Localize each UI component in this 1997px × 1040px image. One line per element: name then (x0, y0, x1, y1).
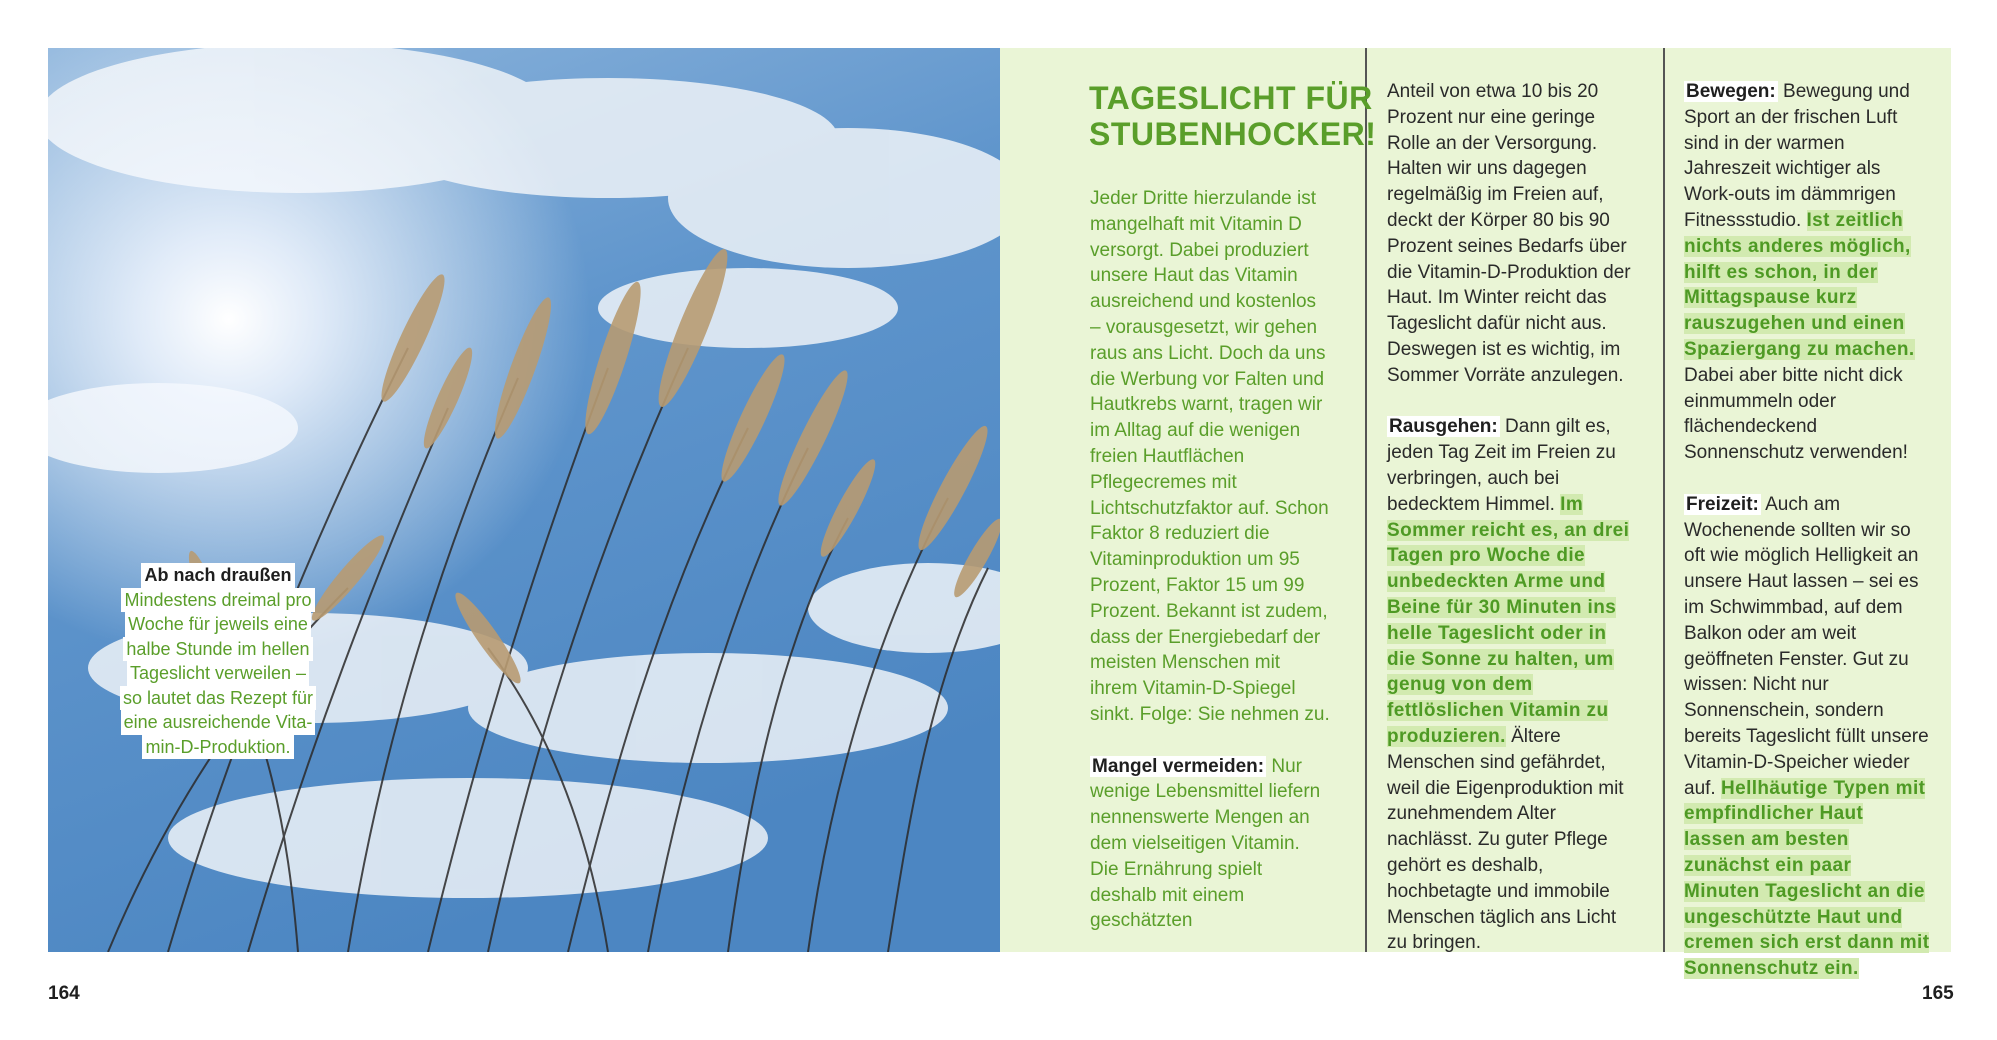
caption-line: Woche für jeweils eine (125, 612, 311, 637)
text-column-3 (1684, 79, 1930, 982)
caption-line: so lautet das Rezept für (120, 686, 316, 711)
grass-photo-illustration (48, 48, 1000, 952)
page-number-right: 165 (1922, 983, 1954, 1004)
highlight-text: Ist zeitlich nichts anderes möglich, hilft es schon, in der Mittagspause kurz rauszugehen und einen Spaziergang zu machen. (1684, 209, 1915, 360)
rausgehen-label: Rausgehen: (1389, 416, 1498, 438)
freizeit-paragraph: Freizeit: Auch am Wochenende sollten wir so oft wie möglich Helligkeit an unsere Haut lassen – sei es im Schwimmbad, auf dem Balkon oder am weit geöffneten Fenster. Gut zu wissen: Nicht nur Sonnenschein, sondern bereits Tageslicht füllt unsere Vitamin-D-Speicher wieder auf. Hellhäutige Typen mit empfindlicher Haut lassen am besten zunächst ein paar Minuten Tageslicht an die ungeschützte Haut und cremen sich erst dann mit Sonnenschutz ein. (1684, 493, 1930, 980)
column-divider (1663, 48, 1665, 952)
caption-line: min-D-Produktion. (142, 735, 293, 760)
photo-caption (108, 563, 328, 759)
caption-heading: Ab nach draußen (141, 563, 294, 588)
text-column-1 (1090, 186, 1330, 934)
bewegen-paragraph: Bewegen: Bewegung und Sport an der frischen Luft sind in der warmen Jahreszeit wichtiger als Work-outs im dämmrigen Fitnessstudio. Ist zeitlich nichts anderes möglich, hilft es schon, in der Mittagspause kurz rauszugehen und einen Spaziergang zu machen. Dabei aber bitte nicht dick einmummeln oder flächendeckend Sonnenschutz verwenden! (1684, 81, 1915, 464)
article-title: TAGESLICHT FÜR STUBENHOCKER! (1089, 80, 1377, 152)
highlight-text: Im Sommer reicht es, an drei Tagen pro Woche die unbedeckten Arme und Beine für 30 Minuten ins helle Tageslicht oder in die Sonne zu halten, um genug von dem fettlöslichen Vitamin zu produzieren. (1387, 493, 1630, 747)
mangel-paragraph: Mangel vermeiden: Nur wenige Lebensmittel liefern nennenswerte Mengen an dem vielseitigen Vitamin. Die Ernährung spielt deshalb mit einem geschätzten (1090, 755, 1321, 932)
highlight-text: Hellhäutige Typen mit empfindlicher Haut lassen am besten zunächst ein paar Minuten Tageslicht an die ungeschützte Haut und cremen sich erst dann mit Sonnenschutz ein. (1684, 777, 1930, 980)
rausgehen-paragraph: Rausgehen: Dann gilt es, jeden Tag Zeit im Freien zu verbringen, auch bei bedecktem Himmel. Im Sommer reicht es, an drei Tagen pro Woche die unbedeckten Arme und Beine für 30 Minuten ins helle Tageslicht oder in die Sonne zu halten, um genug von dem fettlöslichen Vitamin zu produzieren. Ältere Menschen sind gefährdet, weil die Eigenproduktion mit zunehmendem Alter nachlässt. Zu guter Pflege gehört es deshalb, hochbetagte und immobile Menschen täglich ans Licht zu bringen. (1387, 416, 1630, 954)
caption-line: halbe Stunde im hellen (123, 637, 312, 662)
freizeit-label: Freizeit: (1686, 493, 1759, 515)
caption-line: eine ausreichende Vita- (121, 710, 316, 735)
text-column-2 (1387, 79, 1633, 956)
caption-line: Tageslicht verweilen – (127, 661, 309, 686)
grass-photo (48, 48, 1000, 952)
caption-line: Mindestens dreimal pro (121, 588, 314, 613)
continuation-paragraph: Anteil von etwa 10 bis 20 Prozent nur eine geringe Rolle an der Versorgung. Halten wir uns dagegen regelmäßig im Freien auf, deckt der Körper 80 bis 90 Prozent seines Bedarfs über die Vitamin-D-Produktion der Haut. Im Winter reicht das Tageslicht dafür nicht aus. Deswegen ist es wichtig, im Sommer Vorräte anzulegen. (1387, 81, 1631, 386)
intro-paragraph: Jeder Dritte hierzulande ist mangelhaft mit Vitamin D versorgt. Dabei produziert unsere Haut das Vitamin ausreichend und kostenlos – vorausgesetzt, wir gehen raus ans Licht. Doch da uns die Werbung vor Falten und Hautkrebs warnt, tragen wir im Alltag auf die wenigen freien Hautflächen Pflegecremes mit Lichtschutzfaktor auf. Schon Faktor 8 reduziert die Vitaminproduktion um 95 Prozent, Faktor 15 um 99 Prozent. Bekannt ist zudem, dass der Energiebedarf der meisten Menschen mit ihrem Vitamin-D-Spiegel sinkt. Folge: Sie nehmen zu. (1090, 188, 1330, 725)
page-number-left: 164 (48, 983, 80, 1004)
bewegen-label: Bewegen: (1686, 81, 1776, 102)
column-divider (1365, 48, 1367, 952)
mangel-label: Mangel vermeiden: (1092, 755, 1265, 777)
